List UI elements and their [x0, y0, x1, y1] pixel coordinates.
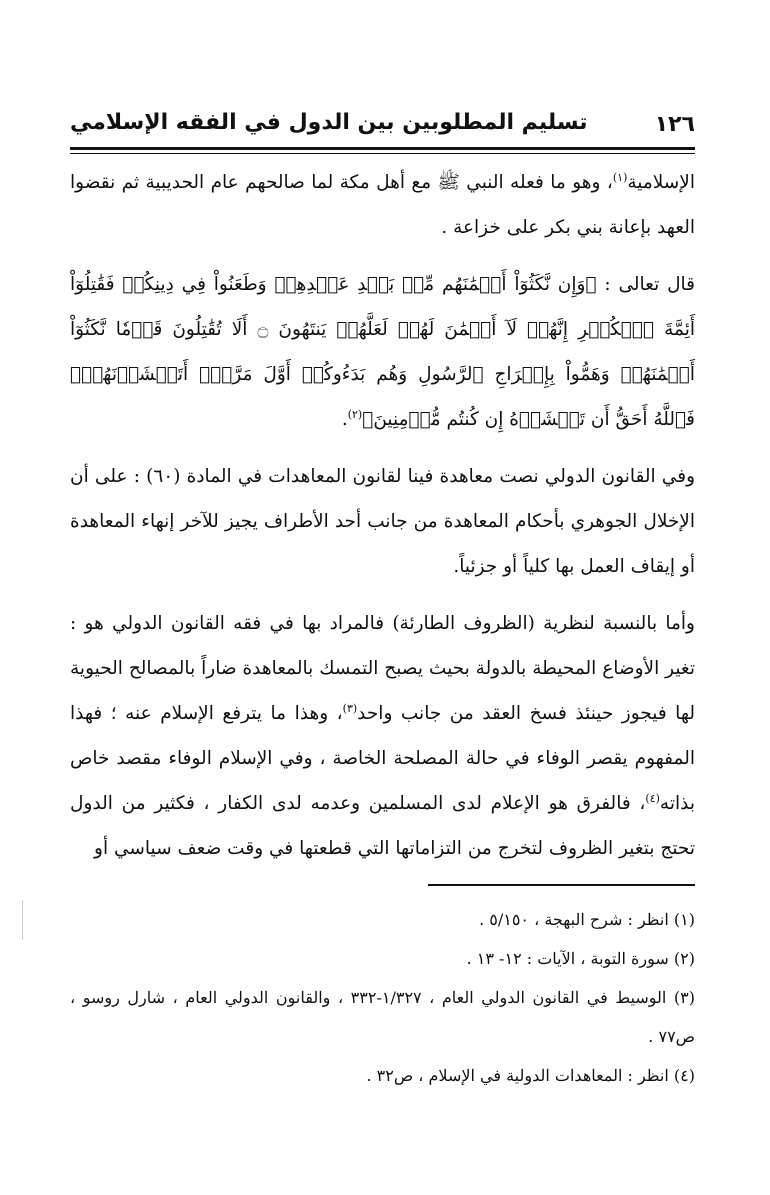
footnote-3: (٣) الوسيط في القانون الدولي العام ، ١/٣٢٧-٣٣٢ ، والقانون الدولي العام ، شارل روسو ، ص٧٧ .: [70, 988, 695, 1046]
quran-verse: ﴿وَإِن نَّكَثُوٓاْ أَيۡمَٰنَهُم مِّنۢ بَعۡدِ عَهۡدِهِمۡ وَطَعَنُواْ فِي دِينِكُمۡ فَقَٰتِلُوٓاْ أَئِمَّةَ ٱلۡكُفۡرِ إِنَّهُمۡ لَآ أَيۡمَٰنَ لَهُمۡ لَعَلَّهُمۡ يَنتَهُونَ ۝ أَلَا تُقَٰتِلُونَ قَوۡمٗا نَّكَثُوٓاْ أَيۡمَٰنَهُمۡ وَهَمُّواْ بِإِخۡرَاجِ ٱلرَّسُولِ وَهُم بَدَءُوكُمۡ أَوَّلَ مَرَّةٍۚ أَتَخۡشَوۡنَهُمۡۚ فَٱللَّهُ أَحَقُّ أَن تَخۡشَوۡهُ إِن كُنتُم مُّؤۡمِنِينَ﴾: [70, 274, 696, 430]
page-number: ١٢٦: [654, 112, 695, 137]
margin-mark: [22, 900, 23, 940]
footnote-4: (٤) انظر : المعاهدات الدولية في الإسلام ، ص٣٢ .: [366, 1066, 695, 1085]
footnote-reference-1: (١): [612, 170, 628, 184]
footnote-reference-4: (٤): [645, 791, 660, 805]
main-text: [70, 160, 695, 883]
header-rule-thick: [70, 147, 695, 150]
quran-intro: قال تعالى :: [604, 274, 695, 295]
running-title: تسليم المطلوبين بين الدول في الفقه الإسلامي: [70, 110, 588, 135]
footnote-2: (٢) سورة التوبة ، الآيات : ١٢- ١٣ .: [466, 949, 695, 968]
header-rule-thin: [70, 153, 695, 154]
footnote-reference-2: (٢): [347, 407, 363, 421]
footnote-reference-3: (٣): [342, 701, 358, 715]
paragraph-1: الإسلامية$^{(١)}$، وهو ما فعله النبي ﷺ مع أهل مكة لما صالحهم عام الحديبية ثم نقضوا العهد بإعانة بني بكر على خزاعة .: [70, 170, 695, 238]
footnote-1: (١) انظر : شرح البهجة ، ٥/١٥٠ .: [479, 910, 695, 929]
page-header: [70, 100, 695, 146]
paragraph-2-quran-citation: قال تعالى : ﴿وَإِن نَّكَثُوٓاْ أَيۡمَٰنَهُم مِّنۢ بَعۡدِ عَهۡدِهِمۡ وَطَعَنُواْ فِي دِينِكُمۡ فَقَٰتِلُوٓاْ أَئِمَّةَ ٱلۡكُفۡرِ إِنَّهُمۡ لَآ أَيۡمَٰنَ لَهُمۡ لَعَلَّهُمۡ يَنتَهُونَ ۝ أَلَا تُقَٰتِلُونَ قَوۡمٗا نَّكَثُوٓاْ أَيۡمَٰنَهُمۡ وَهَمُّواْ بِإِخۡرَاجِ ٱلرَّسُولِ وَهُم بَدَءُوكُمۡ أَوَّلَ مَرَّةٍۚ أَتَخۡشَوۡنَهُمۡۚ فَٱللَّهُ أَحَقُّ أَن تَخۡشَوۡهُ إِن كُنتُم مُّؤۡمِنِينَ﴾$^{(٢)}$.: [70, 274, 696, 430]
paragraph-3: وفي القانون الدولي نصت معاهدة فينا لقانون المعاهدات في المادة (٦٠) : على أن الإخلال الجوهري بأحكام المعاهدة من جانب أحد الأطراف يجيز للآخر إنهاء المعاهدة أو إيقاف العمل بها كلياً أو جزئياً.: [70, 466, 695, 577]
paragraph-4: وأما بالنسبة لنظرية (الظروف الطارئة) فالمراد بها في فقه القانون الدولي هو : تغير الأوضاع المحيطة بالدولة بحيث يصبح التمسك بالمعاهدة ضاراً بالمصالح الحيوية لها فيجوز حينئذ فسخ العقد من جانب واحد$^{(٣)}$، وهذا ما يترفع الإسلام عنه ؛ فهذا المفهوم يقصر الوفاء في حالة المصلحة الخاصة ، وفي الإسلام الوفاء مقصد خاص بذاته$^{(٤)}$، فالفرق هو الإعلام لدى المسلمين وعدمه لدى الكفار ، فكثير من الدول تحتج بتغير الظروف لتخرج من التزاماتها التي قطعتها في وقت ضعف سياسي أو: [70, 613, 695, 859]
footnotes: [70, 900, 695, 1095]
footnote-separator: [428, 884, 695, 886]
